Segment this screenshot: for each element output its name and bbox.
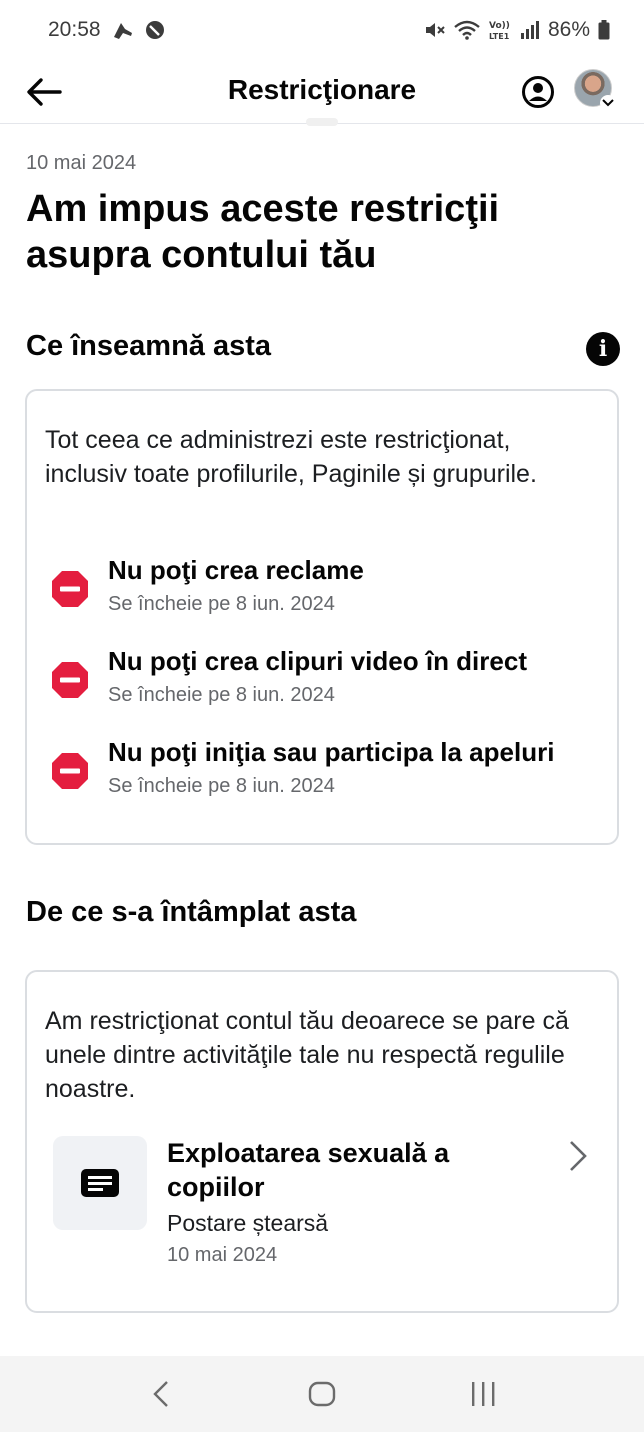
- blocked-icon: [145, 20, 165, 40]
- reason-card: [25, 970, 619, 1313]
- system-back-button[interactable]: [131, 1364, 191, 1424]
- recents-icon: [470, 1381, 496, 1407]
- chevron-left-icon: [152, 1380, 170, 1408]
- chevron-down-icon: [600, 95, 616, 111]
- home-icon: [308, 1381, 336, 1407]
- no-entry-icon: [50, 569, 90, 609]
- svg-text:Vo)): Vo)): [488, 21, 510, 31]
- post-icon: [80, 1168, 120, 1198]
- section-title-why-it-happened: De ce s-a întâmplat asta: [26, 896, 357, 928]
- reason-description: Am restricţionat contul tău deoarece se pare că unele dintre activităţile tale nu respectă regulile noastre.: [45, 1007, 569, 1103]
- status-time: 20:58: [48, 18, 101, 41]
- system-navigation-bar: [0, 1356, 644, 1432]
- mute-icon: [424, 20, 446, 40]
- section-title-what-it-means: Ce înseamnă asta: [26, 330, 272, 362]
- info-icon[interactable]: i: [586, 332, 620, 366]
- volte-icon: [488, 19, 512, 41]
- svg-text:LTE1: LTE1: [488, 32, 510, 41]
- account-button[interactable]: [518, 72, 558, 112]
- chevron-right-icon: [563, 1136, 593, 1176]
- restriction-item: [45, 555, 607, 625]
- restriction-title: Nu poţi iniţia sau participa la apeluri: [108, 737, 555, 767]
- headline: Am impus aceste restricţii asupra contului tău: [26, 188, 500, 276]
- wifi-icon: [454, 20, 480, 40]
- pull-indicator: [306, 118, 338, 126]
- system-recents-button[interactable]: [453, 1364, 513, 1424]
- violation-date: 10 mai 2024: [167, 1244, 278, 1266]
- restrictions-card: [25, 389, 619, 845]
- signal-icon: [520, 21, 540, 39]
- restrictions-description: Tot ceea ce administrezi este restricţionat, inclusiv toate profilurile, Paginile și grupurile.: [45, 426, 537, 488]
- status-bar: [0, 0, 644, 60]
- restriction-title: Nu poţi crea reclame: [108, 555, 364, 585]
- system-home-button[interactable]: [292, 1364, 352, 1424]
- restriction-end-date: Se încheie pe 8 iun. 2024: [108, 775, 335, 797]
- restriction-end-date: Se încheie pe 8 iun. 2024: [108, 684, 335, 706]
- profile-switcher-button[interactable]: [574, 69, 616, 111]
- post-thumbnail: [53, 1136, 147, 1230]
- violation-item[interactable]: [53, 1136, 601, 1286]
- restriction-title: Nu poţi crea clipuri video în direct: [108, 646, 527, 676]
- page-title: Restricţionare: [227, 74, 417, 105]
- restriction-item: [45, 737, 607, 807]
- battery-icon: [598, 20, 610, 40]
- restriction-end-date: Se încheie pe 8 iun. 2024: [108, 593, 335, 615]
- no-entry-icon: [50, 751, 90, 791]
- top-app-bar: [0, 60, 644, 124]
- restriction-date: 10 mai 2024: [26, 152, 137, 174]
- no-entry-icon: [50, 660, 90, 700]
- battery-percent: 86%: [547, 18, 590, 41]
- account-circle-icon: [521, 75, 555, 109]
- lift-icon: [111, 19, 135, 41]
- violation-status: Postare ștearsă: [167, 1210, 329, 1236]
- restriction-item: [45, 646, 607, 716]
- violation-title: Exploatarea sexuală a copiilor: [167, 1138, 450, 1202]
